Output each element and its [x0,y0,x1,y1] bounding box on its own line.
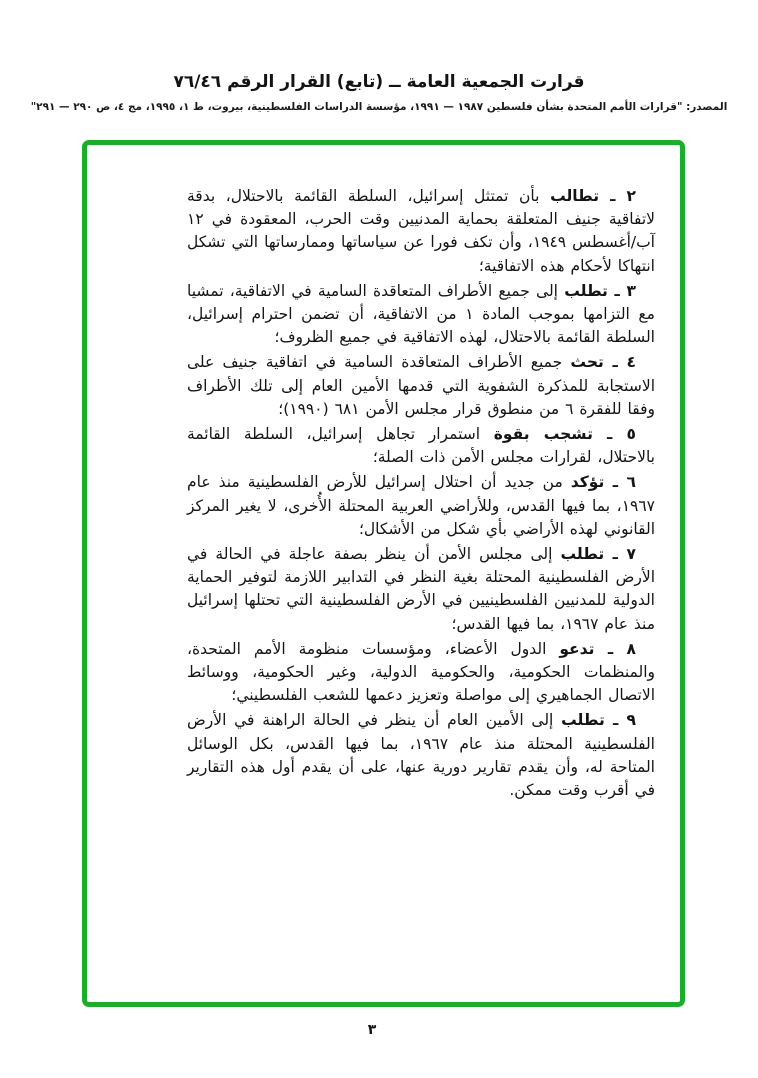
resolution-paragraph-5 [187,423,655,469]
paragraph-body: إلى الأمين العام أن ينظر في الحالة الراهنة في الأرض الفلسطينية المحتلة منذ عام ١٩٦٧، بما فيها القدس، بكل الوسائل المتاحة له، وأن يقدم تقارير دورية عنها، على أن يقدم أول هذه التقارير في أقرب وقت ممكن. [187,711,655,800]
paragraph-body: استمرار تجاهل إسرائيل، السلطة القائمة بالاحتلال، لقرارات مجلس الأمن ذات الصلة؛ [187,425,655,467]
paragraph-lead: ٦ ـ تؤكد [570,473,636,492]
paragraph-body: الدول الأعضاء، ومؤسسات منظومة الأمم المتحدة، والمنظمات الحكومية، والحكومية الدولية، وغير الحكومية، ووسائط الاتصال الجماهيري إلى مواصلة وتعزيز دعمها للشعب الفلسطيني؛ [187,639,655,705]
resolution-paragraph-9 [187,709,655,802]
resolution-paragraph-7 [187,543,655,636]
paragraph-lead: ٣ ـ تطلب [564,281,636,300]
resolution-paragraph-2 [187,185,655,278]
paragraph-lead: ٢ ـ تطالب [550,187,637,205]
paragraph-lead: ٩ ـ تطلب [561,711,636,730]
paragraph-body: بأن تمتثل إسرائيل، السلطة القائمة بالاحتلال، بدقة لاتفاقية جنيف المتعلقة بحماية المدنيين وقت الحرب، المعقودة في ١٢ آب/أغسطس ١٩٤٩، وأن تكف فورا عن سياساتها وممارساتها التي تشكل انتهاكا لأحكام هذه الاتفاقية؛ [187,187,655,275]
source-line: المصدر: "قرارات الأمم المتحدة بشأن فلسطين ١٩٨٧ — ١٩٩١، مؤسسة الدراسات الفلسطينية، بيروت، ط ١، ١٩٩٥، مج ٤، ص ٢٩٠ — ٢٩١" [30,101,728,113]
paragraph-body: إلى جميع الأطراف المتعاقدة السامية في الاتفاقية، تمشيا مع التزامها بموجب المادة ١ من الاتفاقية، أن تضمن احترام إسرائيل، السلطة القائمة بالاحتلال، لهذه الاتفاقية في جميع الظروف؛ [187,281,655,347]
resolution-paragraph-4 [187,351,655,421]
paragraph-body: من جديد أن احتلال إسرائيل للأرض الفلسطينية منذ عام ١٩٦٧، بما فيها القدس، وللأراضي العربية المحتلة الأُخرى، لا يغير المركز القانوني لهذه الأراضي بأي شكل من الأشكال؛ [187,473,655,538]
resolution-paragraph-3 [187,280,655,350]
resolution-paragraph-6 [187,471,655,541]
paragraph-body: إلى مجلس الأمن أن ينظر بصفة عاجلة في الحالة في الأرض الفلسطينية المحتلة بغية النظر في التدابير اللازمة لتوفير الحماية الدولية للمدنيين الفلسطينيين في الأرض الفلسطينية التي تحتلها إسرائيل منذ عام ١٩٦٧، بما فيها القدس؛ [187,545,655,633]
page-title: قرارت الجمعية العامة ــ (تابع) القرار الرقم ٧٦/٤٦ [173,72,585,92]
paragraph-body: جميع الأطراف المتعاقدة السامية في اتفاقية جنيف على الاستجابة للمذكرة الشفوية التي قدمها الأمين العام إلى تلك الأطراف وفقا للفقرة ٦ من منطوق قرار مجلس الأمن ٦٨١ (١٩٩٠)؛ [187,353,655,418]
page-number: ٣ [367,1022,377,1038]
content-frame [82,140,685,1007]
resolution-text [187,185,655,804]
paragraph-lead: ٥ ـ تشجب بقوة [493,425,636,444]
resolution-paragraph-8 [187,638,655,708]
paragraph-lead: ٧ ـ تطلب [560,545,636,564]
paragraph-lead: ٤ ـ تحث [570,353,636,372]
paragraph-lead: ٨ ـ تدعو [559,639,637,658]
